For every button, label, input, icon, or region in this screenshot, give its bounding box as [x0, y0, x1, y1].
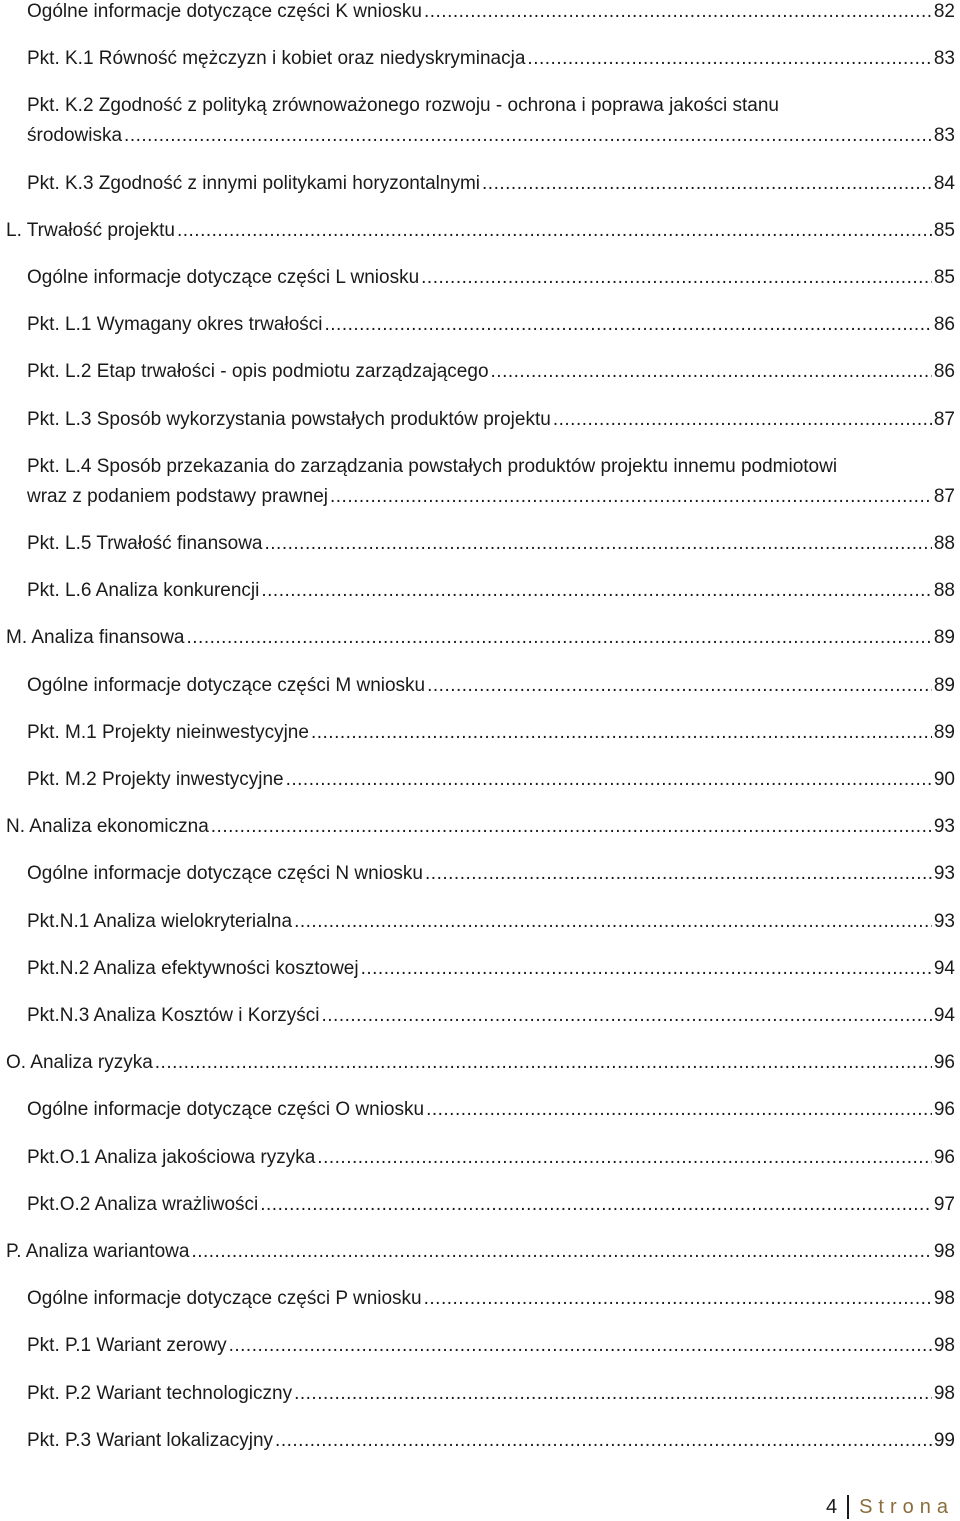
toc-entry-title: Ogólne informacje dotyczące części N wniosku: [27, 863, 424, 885]
toc-entry-title: Pkt. L.1 Wymagany okres trwałości: [27, 314, 323, 336]
toc-entry-page: 89: [933, 627, 955, 649]
toc-entry-line: [27, 360, 955, 383]
toc-entry-page: 98: [933, 1382, 955, 1404]
toc-entry-line: [27, 768, 955, 791]
toc-entry[interactable]: [0, 266, 955, 289]
toc-entry[interactable]: [0, 1051, 955, 1074]
toc-entry-title: Ogólne informacje dotyczące części K wniosku: [27, 1, 422, 22]
toc-entry-title-line1: Pkt. L.4 Sposób przekazania do zarządzania powstałych produktów projektu innemu podmiotowi: [27, 455, 838, 477]
toc-entry[interactable]: [0, 674, 955, 697]
toc-entry-page: 83: [933, 48, 955, 70]
toc-entry-line: [27, 408, 955, 431]
toc-entry-title: O. Analiza ryzyka: [6, 1052, 153, 1074]
toc-entry-line: [6, 219, 955, 242]
toc-entry-page: 89: [933, 674, 955, 696]
toc-entry[interactable]: [0, 1287, 955, 1310]
toc-dot-leader: [229, 1334, 932, 1357]
toc-entry-line: [27, 1429, 955, 1452]
toc-entry-title: Pkt. L.6 Analiza konkurencji: [27, 580, 260, 602]
toc-entry-line: [6, 626, 955, 649]
toc-entry[interactable]: [0, 910, 955, 933]
toc-entry-line: [27, 1334, 955, 1357]
toc-entry-page: 96: [933, 1146, 955, 1168]
toc-dot-leader: [177, 219, 932, 242]
toc-entry[interactable]: [0, 532, 955, 555]
toc-entry-page: 86: [933, 314, 955, 336]
toc-dot-leader: [424, 1287, 932, 1310]
toc-dot-leader: [324, 313, 931, 336]
toc-entry[interactable]: [0, 1334, 955, 1357]
toc-entry-title: Ogólne informacje dotyczące części L wniosku: [27, 267, 420, 288]
toc-entry-title: Pkt. M.1 Projekty nieinwestycyjne: [27, 721, 309, 743]
toc-dot-leader: [261, 579, 932, 602]
toc-entry-title: Pkt. L.5 Trwałość finansowa: [27, 533, 263, 554]
toc-entry-line: [27, 910, 955, 933]
toc-entry-title: Ogólne informacje dotyczące części O wniosku: [27, 1099, 425, 1121]
toc-entry-line: [6, 1051, 955, 1074]
toc-entry-page: 85: [933, 267, 955, 288]
toc-entry-title: Pkt.O.2 Analiza wrażliwości: [27, 1193, 259, 1215]
toc-entry[interactable]: [0, 455, 955, 508]
toc-entry-line: [27, 674, 955, 697]
toc-entry-line: [27, 1287, 955, 1310]
footer-separator: [847, 1495, 849, 1519]
toc-entry-title: Pkt.N.3 Analiza Kosztów i Korzyści: [27, 1005, 320, 1026]
toc-entry-title: P. Analiza wariantowa: [6, 1241, 190, 1262]
toc-entry-page: 88: [933, 533, 955, 554]
toc-dot-leader: [424, 0, 932, 23]
toc-entry-title: Pkt.O.1 Analiza jakościowa ryzyka: [27, 1146, 316, 1168]
toc-dot-leader: [294, 910, 932, 933]
toc-entry[interactable]: [0, 360, 955, 383]
toc-entry-title: Pkt. P.3 Wariant lokalizacyjny: [27, 1429, 274, 1451]
toc-entry-page: 94: [933, 1005, 955, 1026]
toc-dot-leader: [491, 360, 932, 383]
toc-entry-line: [27, 47, 955, 70]
toc-entry-page: 90: [933, 769, 955, 790]
toc-entry-line: [6, 815, 955, 838]
toc-entry-title: Pkt. P.1 Wariant zerowy: [27, 1335, 227, 1357]
toc-entry-line: [27, 0, 955, 23]
toc-entry[interactable]: [0, 94, 955, 147]
toc-entry-title: L. Trwałość projektu: [6, 219, 175, 241]
toc-entry-line: [27, 1098, 955, 1121]
toc-entry-title: Pkt. L.3 Sposób wykorzystania powstałych produktów projektu: [27, 408, 551, 430]
toc-entry-page: 89: [933, 721, 955, 743]
toc-dot-leader: [421, 266, 932, 289]
toc-entry-line: [27, 172, 955, 195]
toc-entry-line: [27, 1382, 955, 1405]
toc-dot-leader: [361, 957, 932, 980]
toc-entry[interactable]: [0, 1098, 955, 1121]
toc-entry[interactable]: [0, 1146, 955, 1169]
toc-entry[interactable]: [0, 1193, 955, 1216]
toc-dot-leader: [427, 674, 932, 697]
toc-entry-line: [27, 313, 955, 336]
toc-dot-leader: [527, 47, 931, 70]
toc-entry-page: 93: [933, 816, 955, 838]
toc-dot-leader: [294, 1382, 932, 1405]
toc-entry-page: 98: [933, 1335, 955, 1357]
toc-dot-leader: [155, 1051, 932, 1074]
toc-entry-title: M. Analiza finansowa: [6, 627, 185, 649]
toc-dot-leader: [311, 721, 932, 744]
toc-dot-leader: [425, 862, 932, 885]
toc-entry-line: [6, 1240, 955, 1263]
toc-entry-page: 88: [933, 580, 955, 602]
toc-entry[interactable]: [0, 768, 955, 791]
toc-entry-line: [27, 124, 955, 147]
toc-entry[interactable]: [0, 815, 955, 838]
toc-dot-leader: [330, 485, 932, 508]
toc-entry[interactable]: [0, 1004, 955, 1027]
toc-entry-page: 99: [933, 1429, 955, 1451]
toc-dot-leader: [211, 815, 932, 838]
toc-entry-line: [27, 532, 955, 555]
toc-entry-title: Ogólne informacje dotyczące części M wniosku: [27, 674, 426, 696]
toc-entry-title: Pkt. K.1 Równość mężczyzn i kobiet oraz niedyskryminacja: [27, 48, 526, 70]
toc-entry-line: [27, 957, 955, 980]
footer-label: Strona: [859, 1496, 954, 1518]
toc-entry-page: 87: [933, 485, 955, 507]
toc-entry-page: 96: [933, 1099, 955, 1121]
toc-entry[interactable]: [0, 862, 955, 885]
toc-entry-line: [27, 721, 955, 744]
toc-entry-title: Pkt. L.2 Etap trwałości - opis podmiotu zarządzającego: [27, 361, 489, 383]
toc-dot-leader: [286, 768, 932, 791]
toc-entry-page: 85: [933, 219, 955, 241]
toc-entry[interactable]: [0, 626, 955, 649]
toc-entry[interactable]: [0, 219, 955, 242]
toc-entry-line: [27, 1193, 955, 1216]
toc-entry-page: 98: [933, 1288, 955, 1310]
toc-entry[interactable]: [0, 721, 955, 744]
toc-dot-leader: [187, 626, 932, 649]
toc-entry[interactable]: [0, 0, 955, 23]
toc-entry-title: wraz z podaniem podstawy prawnej: [27, 485, 328, 507]
toc-entry-page: 86: [933, 361, 955, 383]
toc-entry[interactable]: [0, 1240, 955, 1263]
toc-entry-title: Pkt.N.1 Analiza wielokryterialna: [27, 910, 293, 932]
toc-dot-leader: [275, 1429, 932, 1452]
toc-dot-leader: [426, 1098, 932, 1121]
toc-dot-leader: [260, 1193, 932, 1216]
toc-entry-line: [27, 485, 955, 508]
toc-entry[interactable]: [0, 957, 955, 980]
toc-entry-title: Pkt. P.2 Wariant technologiczny: [27, 1382, 293, 1404]
toc-dot-leader: [322, 1004, 932, 1027]
toc-entry[interactable]: [0, 172, 955, 195]
toc-entry-title: Pkt.N.2 Analiza efektywności kosztowej: [27, 957, 359, 979]
toc-dot-leader: [317, 1146, 932, 1169]
toc-entry[interactable]: [0, 1382, 955, 1405]
toc-entry-title-line1: Pkt. K.2 Zgodność z polityką zrównoważonego rozwoju - ochrona i poprawa jakości stanu: [27, 95, 779, 117]
toc-entry-page: 83: [933, 125, 955, 147]
toc-entry-line: [27, 1004, 955, 1027]
toc-entry-title: Pkt. M.2 Projekty inwestycyjne: [27, 769, 284, 790]
toc-entry-page: 96: [933, 1052, 955, 1074]
toc-entry-title: Ogólne informacje dotyczące części P wniosku: [27, 1288, 422, 1310]
toc-entry-line: [27, 266, 955, 289]
page-footer: [826, 1495, 954, 1519]
toc-entry-page: 84: [933, 172, 955, 194]
toc-entry[interactable]: [0, 313, 955, 336]
toc-entry[interactable]: [0, 408, 955, 431]
toc-entry[interactable]: [0, 47, 955, 70]
toc-entry-page: 87: [933, 408, 955, 430]
toc-dot-leader: [191, 1240, 931, 1263]
toc-dot-leader: [265, 532, 932, 555]
toc-entry-page: 94: [933, 957, 955, 979]
toc-entry-page: 82: [933, 1, 955, 22]
toc-entry-line: [27, 862, 955, 885]
toc-entry[interactable]: [0, 579, 955, 602]
toc-entry-title: Pkt. K.3 Zgodność z innymi politykami horyzontalnymi: [27, 172, 481, 194]
toc-dot-leader: [482, 172, 932, 195]
toc-entry[interactable]: [0, 1429, 955, 1452]
toc-entry-page: 97: [933, 1193, 955, 1215]
toc-entry-title: środowiska: [27, 125, 123, 147]
toc-entry-title: N. Analiza ekonomiczna: [6, 816, 209, 838]
toc-entry-page: 98: [933, 1241, 955, 1262]
toc-entry-line: [27, 579, 955, 602]
toc-entry-page: 93: [933, 863, 955, 885]
toc-dot-leader: [124, 124, 932, 147]
toc-entry-line: [27, 1146, 955, 1169]
toc-entry-page: 93: [933, 910, 955, 932]
toc-dot-leader: [553, 408, 932, 431]
footer-page-number: 4: [825, 1496, 838, 1518]
